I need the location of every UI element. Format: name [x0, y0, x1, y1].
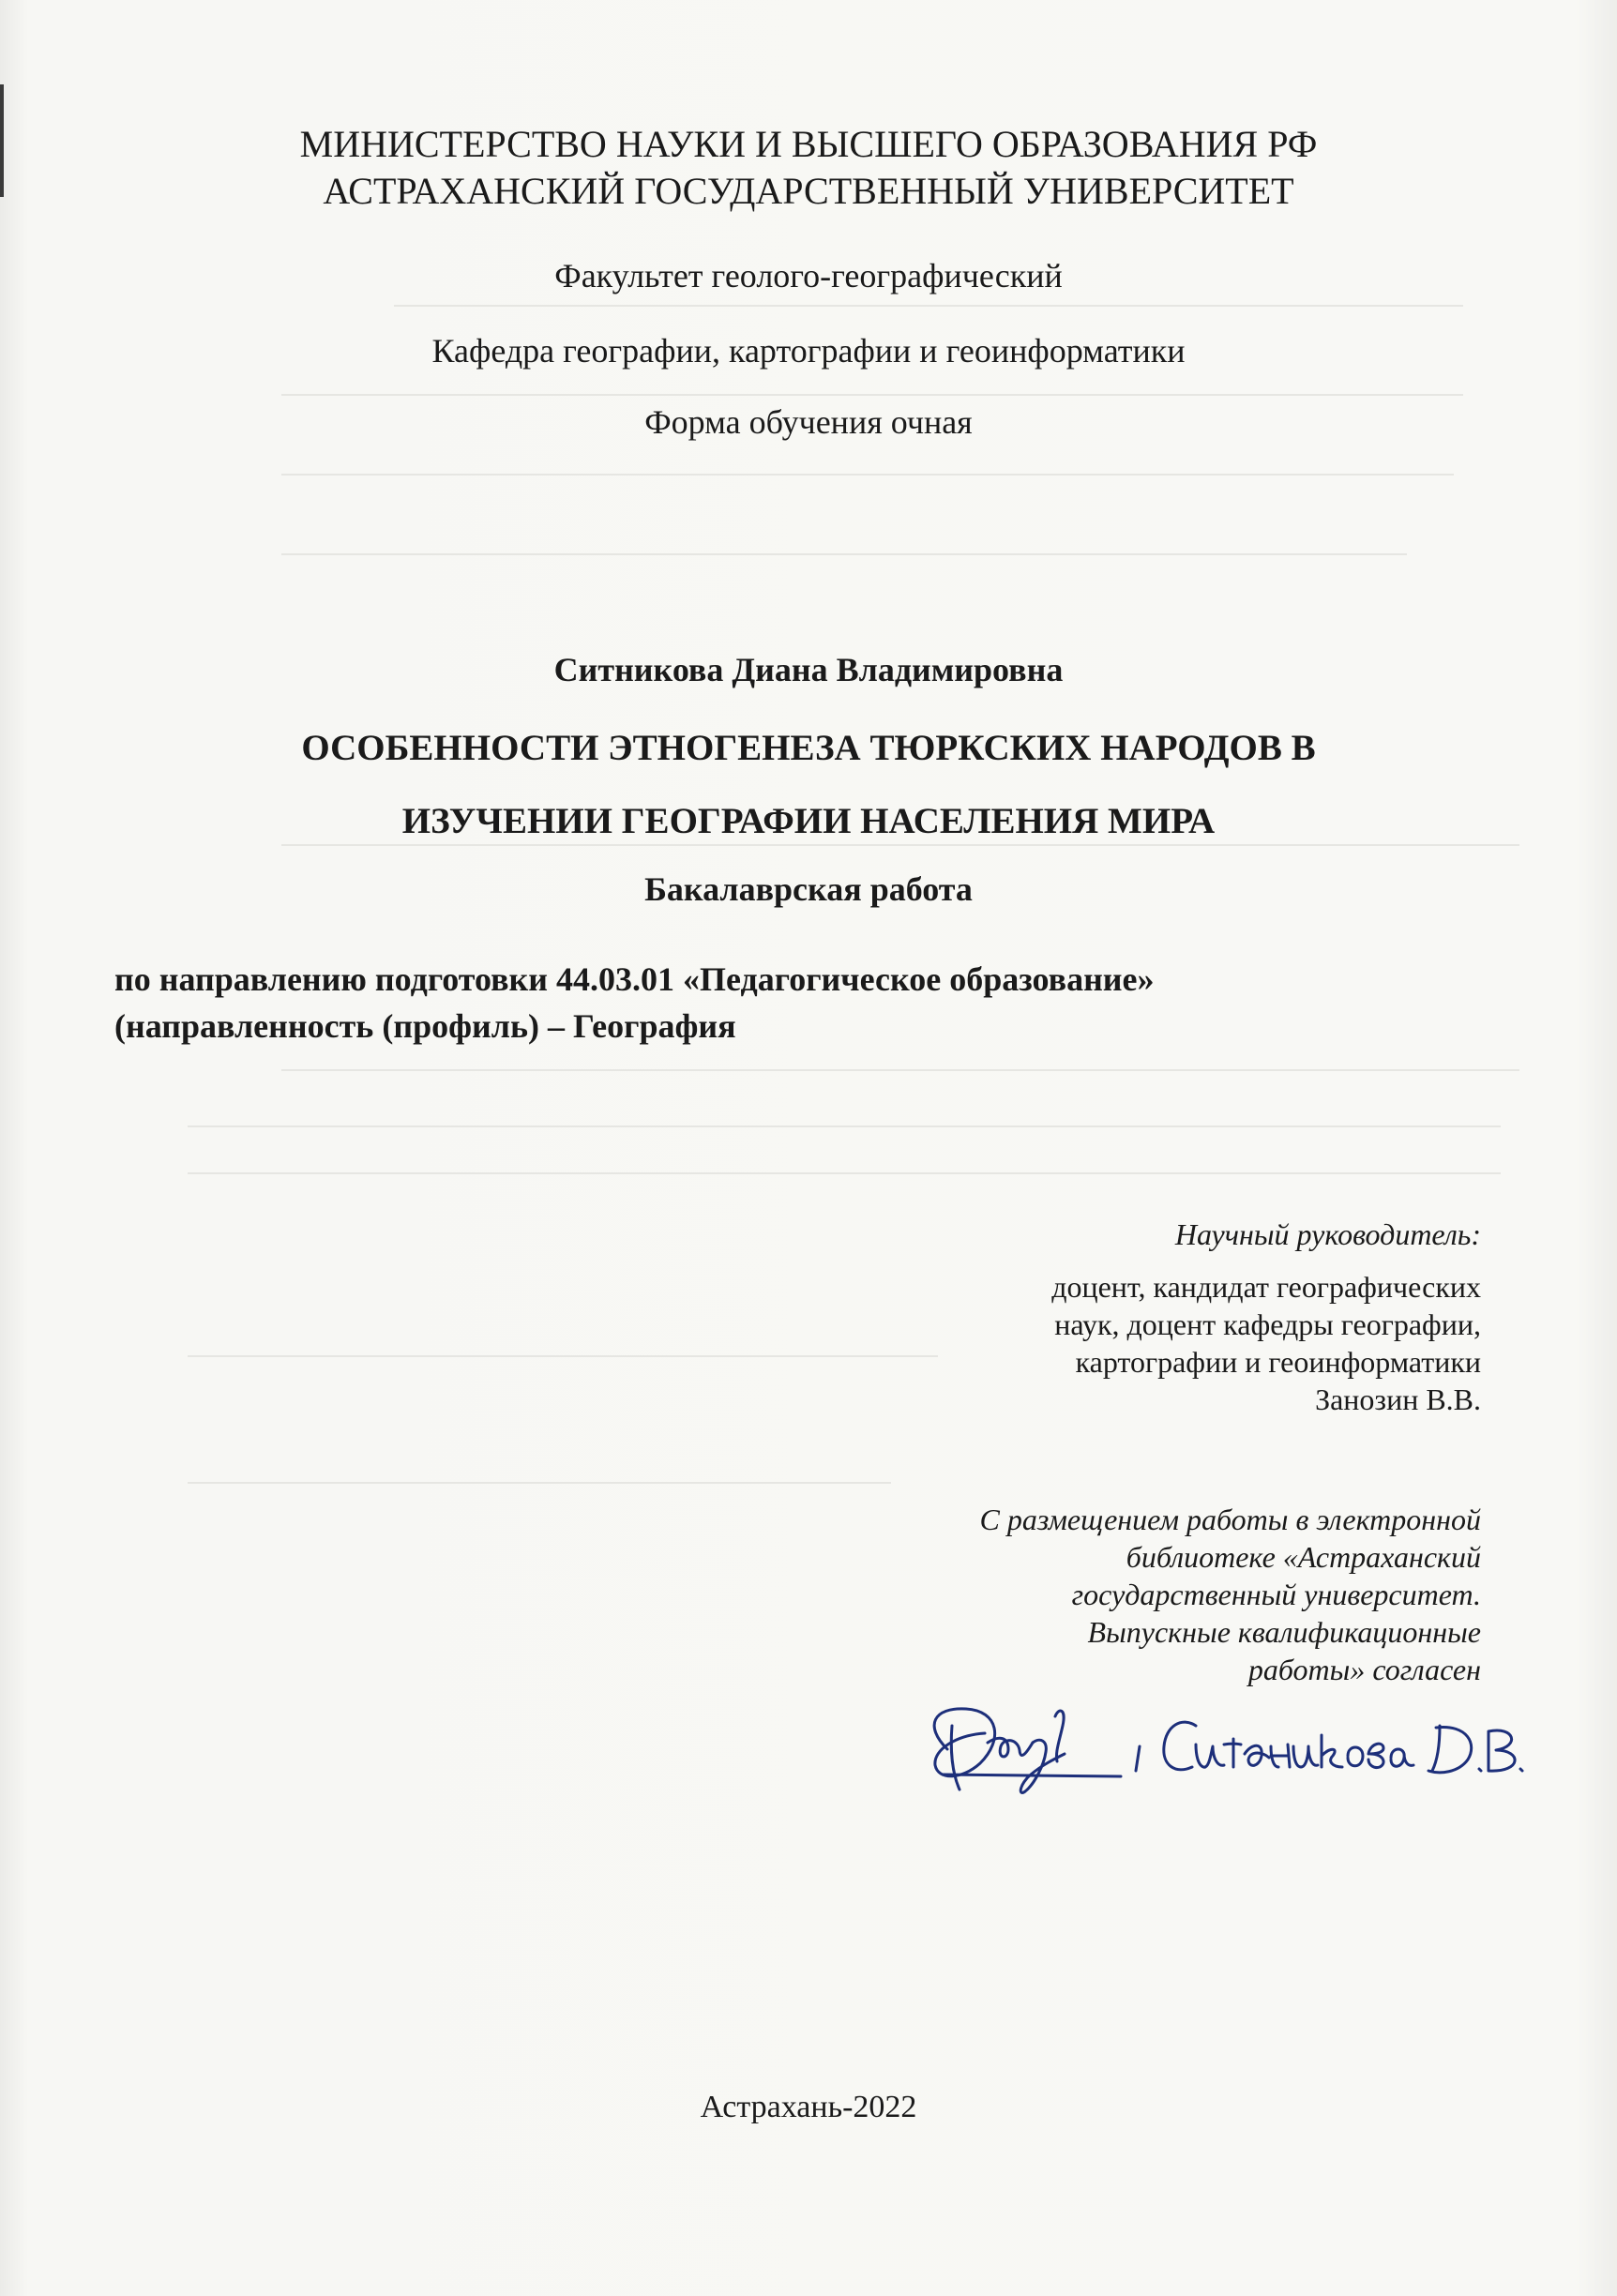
bleed-through-line: [188, 1482, 891, 1484]
bleed-through-line: [394, 305, 1463, 307]
bleed-through-line: [281, 553, 1407, 555]
consent-line1: С размещением работы в электронной: [979, 1503, 1481, 1536]
university-name: АСТРАХАНСКИЙ ГОСУДАРСТВЕННЫЙ УНИВЕРСИТЕТ: [323, 170, 1294, 212]
thesis-title-line1: ОСОБЕННОСТИ ЭТНОГЕНЕЗА ТЮРКСКИХ НАРОДОВ В: [301, 728, 1316, 768]
bleed-through-line: [188, 1125, 1501, 1127]
bleed-through-line: [188, 1355, 938, 1357]
supervisor-position-line3: картографии и геоинформатики: [1075, 1345, 1481, 1379]
bleed-through-line: [188, 1172, 1501, 1174]
consent-line2: библиотеке «Астраханский: [1126, 1540, 1481, 1574]
consent-line4: Выпускные квалификационные: [1087, 1615, 1481, 1649]
bleed-through-line: [281, 394, 1463, 396]
department-name: Кафедра географии, картографии и геоинформатики: [431, 332, 1186, 370]
bleed-through-line: [281, 844, 1519, 846]
supervisor-position-line1: доцент, кандидат географических: [1051, 1270, 1481, 1304]
faculty-name: Факультет геолого-географический: [554, 257, 1063, 295]
author-name: Ситникова Диана Владимировна: [553, 651, 1064, 688]
study-form: Форма обучения очная: [644, 403, 973, 441]
bleed-through-line: [281, 1069, 1519, 1071]
thesis-title-line2: ИЗУЧЕНИИ ГЕОГРАФИИ НАСЕЛЕНИЯ МИРА: [401, 801, 1216, 841]
supervisor-position-line2: наук, доцент кафедры географии,: [1054, 1307, 1481, 1341]
handwritten-signature: [914, 1698, 1534, 1801]
consent-line3: государственный университет.: [1071, 1578, 1481, 1611]
supervisor-name: Занозин В.В.: [1315, 1382, 1481, 1416]
bleed-through-line: [281, 474, 1454, 476]
ministry-name: МИНИСТЕРСТВО НАУКИ И ВЫСШЕГО ОБРАЗОВАНИЯ РФ: [299, 123, 1318, 165]
consent-line5: работы» согласен: [1247, 1653, 1481, 1686]
study-direction-line2: (направленность (профиль) – География: [114, 1007, 736, 1045]
study-direction-line1: по направлению подготовки 44.03.01 «Педагогическое образование»: [114, 960, 1155, 998]
supervisor-label: Научный руководитель:: [1174, 1217, 1481, 1251]
city-year: Астрахань-2022: [700, 2090, 917, 2124]
work-type: Бакалаврская работа: [644, 870, 973, 908]
